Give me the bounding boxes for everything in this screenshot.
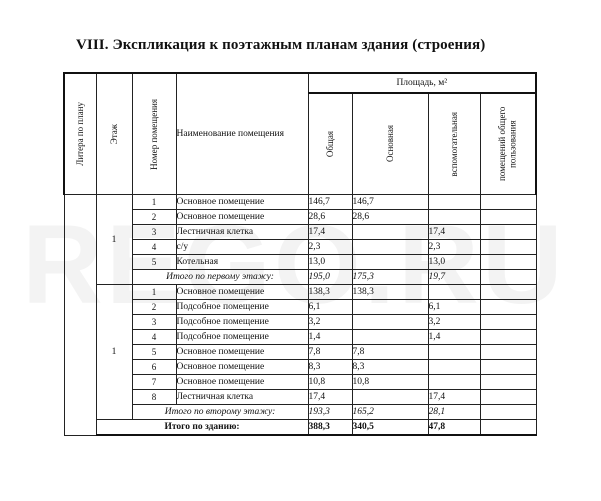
area-main-cell xyxy=(352,240,428,255)
header-area-main: Основная xyxy=(352,93,428,195)
room-number: 4 xyxy=(132,330,176,345)
area-main-cell: 7,8 xyxy=(352,345,428,360)
subtotal-common xyxy=(480,270,536,285)
table-row xyxy=(64,255,536,270)
area-total-cell: 146,7 xyxy=(308,195,352,210)
area-common-cell xyxy=(480,210,536,225)
room-number: 2 xyxy=(132,300,176,315)
area-main-cell: 8,3 xyxy=(352,360,428,375)
grand-total-total: 388,3 xyxy=(308,420,352,436)
grand-total-row xyxy=(64,420,536,436)
area-aux-cell: 2,3 xyxy=(428,240,480,255)
header-area-common: помещений общего пользования xyxy=(480,93,536,195)
room-name: Основное помещение xyxy=(176,360,308,375)
area-aux-cell xyxy=(428,210,480,225)
area-common-cell xyxy=(480,330,536,345)
area-aux-cell xyxy=(428,285,480,300)
room-name: Лестничная клетка xyxy=(176,390,308,405)
room-name: Основное помещение xyxy=(176,285,308,300)
room-number: 7 xyxy=(132,375,176,390)
area-aux-cell: 6,1 xyxy=(428,300,480,315)
subtotal-aux: 28,1 xyxy=(428,405,480,420)
table-row xyxy=(64,330,536,345)
room-name: Основное помещение xyxy=(176,375,308,390)
area-aux-cell xyxy=(428,360,480,375)
room-name: Основное помещение xyxy=(176,210,308,225)
grand-total-main: 340,5 xyxy=(352,420,428,436)
area-main-cell: 138,3 xyxy=(352,285,428,300)
area-common-cell xyxy=(480,225,536,240)
area-total-cell: 7,8 xyxy=(308,345,352,360)
room-name: Основное помещение xyxy=(176,195,308,210)
subtotal-label: Итого по первому этажу: xyxy=(132,270,308,285)
page-title: VIII. Экспликация к поэтажным планам здания (строения) xyxy=(76,37,486,53)
area-main-cell xyxy=(352,225,428,240)
floor-label: 1 xyxy=(96,195,132,285)
area-main-cell xyxy=(352,315,428,330)
room-name: с/у xyxy=(176,240,308,255)
header-litera: Литера по плану xyxy=(64,73,96,195)
area-aux-cell: 3,2 xyxy=(428,315,480,330)
area-total-cell: 8,3 xyxy=(308,360,352,375)
area-aux-cell: 17,4 xyxy=(428,225,480,240)
area-aux-cell xyxy=(428,345,480,360)
area-total-cell: 3,2 xyxy=(308,315,352,330)
subtotal-main: 175,3 xyxy=(352,270,428,285)
room-number: 3 xyxy=(132,315,176,330)
subtotal-label: Итого по второму этажу: xyxy=(132,405,308,420)
area-common-cell xyxy=(480,315,536,330)
area-total-cell: 138,3 xyxy=(308,285,352,300)
subtotal-row xyxy=(64,405,536,420)
area-aux-cell: 13,0 xyxy=(428,255,480,270)
room-number: 1 xyxy=(132,285,176,300)
subtotal-common xyxy=(480,405,536,420)
area-total-cell: 17,4 xyxy=(308,390,352,405)
area-main-cell: 10,8 xyxy=(352,375,428,390)
explication-table xyxy=(63,72,537,436)
room-number: 4 xyxy=(132,240,176,255)
area-common-cell xyxy=(480,300,536,315)
area-main-cell xyxy=(352,300,428,315)
table-row xyxy=(64,360,536,375)
area-main-cell xyxy=(352,330,428,345)
area-common-cell xyxy=(480,390,536,405)
table-row xyxy=(64,390,536,405)
area-total-cell: 28,6 xyxy=(308,210,352,225)
table-row xyxy=(64,240,536,255)
subtotal-total: 195,0 xyxy=(308,270,352,285)
room-number: 6 xyxy=(132,360,176,375)
grand-total-aux: 47,8 xyxy=(428,420,480,436)
area-total-cell: 17,4 xyxy=(308,225,352,240)
room-number: 1 xyxy=(132,195,176,210)
area-total-cell: 10,8 xyxy=(308,375,352,390)
room-number: 8 xyxy=(132,390,176,405)
litera-cell xyxy=(64,195,96,436)
grand-total-common xyxy=(480,420,536,436)
area-common-cell xyxy=(480,195,536,210)
subtotal-row xyxy=(64,270,536,285)
floor-label: 1 xyxy=(96,285,132,420)
area-common-cell xyxy=(480,255,536,270)
room-name: Основное помещение xyxy=(176,345,308,360)
area-common-cell xyxy=(480,360,536,375)
area-total-cell: 6,1 xyxy=(308,300,352,315)
area-aux-cell xyxy=(428,195,480,210)
table-row xyxy=(64,315,536,330)
area-main-cell: 28,6 xyxy=(352,210,428,225)
room-name: Котельная xyxy=(176,255,308,270)
room-name: Подсобное помещение xyxy=(176,315,308,330)
table-row xyxy=(64,300,536,315)
subtotal-main: 165,2 xyxy=(352,405,428,420)
area-total-cell: 2,3 xyxy=(308,240,352,255)
grand-total-label: Итого по зданию: xyxy=(96,420,308,436)
room-number: 5 xyxy=(132,255,176,270)
header-area-group: Площадь, м² xyxy=(308,73,536,93)
area-main-cell xyxy=(352,390,428,405)
area-aux-cell: 1,4 xyxy=(428,330,480,345)
subtotal-total: 193,3 xyxy=(308,405,352,420)
area-total-cell: 13,0 xyxy=(308,255,352,270)
table-row xyxy=(64,210,536,225)
area-common-cell xyxy=(480,345,536,360)
room-number: 2 xyxy=(132,210,176,225)
area-aux-cell: 17,4 xyxy=(428,390,480,405)
room-name: Подсобное помещение xyxy=(176,300,308,315)
area-common-cell xyxy=(480,285,536,300)
table-row xyxy=(64,375,536,390)
header-room-name: Наименование помещения xyxy=(176,73,308,195)
table-row xyxy=(64,285,536,300)
area-common-cell xyxy=(480,240,536,255)
room-number: 3 xyxy=(132,225,176,240)
area-common-cell xyxy=(480,375,536,390)
area-main-cell xyxy=(352,255,428,270)
area-total-cell: 1,4 xyxy=(308,330,352,345)
room-name: Подсобное помещение xyxy=(176,330,308,345)
area-aux-cell xyxy=(428,375,480,390)
header-floor: Этаж xyxy=(96,73,132,195)
room-number: 5 xyxy=(132,345,176,360)
table-row xyxy=(64,225,536,240)
table-row xyxy=(64,195,536,210)
table-row xyxy=(64,345,536,360)
room-name: Лестничная клетка xyxy=(176,225,308,240)
header-area-total: Общая xyxy=(308,93,352,195)
area-main-cell: 146,7 xyxy=(352,195,428,210)
header-area-aux: вспомогательная xyxy=(428,93,480,195)
subtotal-aux: 19,7 xyxy=(428,270,480,285)
header-room-number: Номер помещения xyxy=(132,73,176,195)
